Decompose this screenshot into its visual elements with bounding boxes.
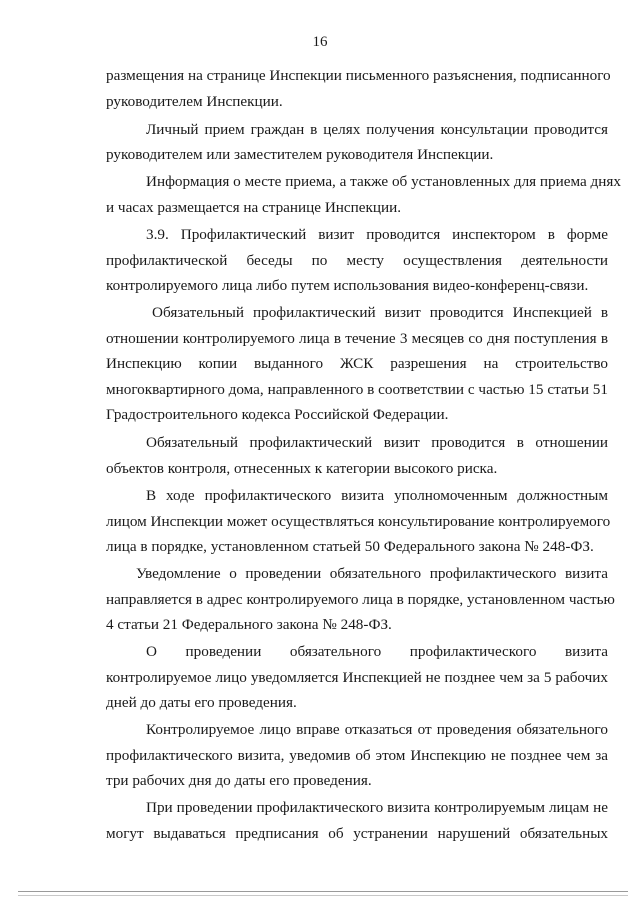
text-line: Информация о месте приема, а также об установленных для приема днях	[146, 173, 621, 190]
text-line: профилактического визита, уведомив об этом Инспекцию не позднее чем за	[106, 747, 608, 764]
text-line: лица в порядке, установленном статьей 50 Федерального закона № 248-ФЗ.	[106, 538, 594, 555]
text-line: 4 статьи 21 Федерального закона № 248-ФЗ.	[106, 616, 392, 633]
text-line: Обязательный профилактический визит проводится Инспекцией в	[152, 304, 608, 321]
text-line: многоквартирного дома, направленного в соответствии с частью 15 статьи 51	[106, 381, 608, 398]
text-line: могут выдаваться предписания об устранении нарушений обязательных	[106, 825, 608, 842]
text-line: и часах размещается на странице Инспекции.	[106, 199, 402, 216]
text-line: направляется в адрес контролируемого лица в порядке, установленном частью	[106, 591, 615, 608]
text-line: руководителем Инспекции.	[106, 93, 283, 110]
text-line: В ходе профилактического визита уполномоченным должностным	[146, 487, 608, 504]
page-number: 16	[312, 34, 328, 50]
text-line: контролируемого лица либо путем использования видео-конференц-связи.	[106, 277, 589, 294]
text-line: руководителем или заместителем руководителя Инспекции.	[106, 146, 494, 163]
text-line: отношении контролируемого лица в течение 3 месяцев со дня поступления в	[106, 330, 608, 347]
text-line: Контролируемое лицо вправе отказаться от проведения обязательного	[146, 721, 608, 738]
scan-edge-line	[18, 891, 628, 892]
text-line: размещения на странице Инспекции письменного разъяснения, подписанного	[106, 67, 611, 84]
text-line: О проведении обязательного профилактического визита	[146, 643, 608, 660]
text-line: Уведомление о проведении обязательного профилактического визита	[136, 565, 608, 582]
text-line: Инспекцию копии выданного ЖСК разрешения на строительство	[106, 355, 608, 372]
text-line: объектов контроля, отнесенных к категории высокого риска.	[106, 460, 498, 477]
text-line: профилактической беседы по месту осуществления деятельности	[106, 252, 608, 269]
text-line: три рабочих дня до даты его проведения.	[106, 772, 372, 789]
text-line: контролируемое лицо уведомляется Инспекцией не позднее чем за 5 рабочих	[106, 669, 608, 686]
text-line: Обязательный профилактический визит проводится в отношении	[146, 434, 608, 451]
text-line: Личный прием граждан в целях получения консультации проводится	[146, 121, 608, 138]
text-line: 3.9. Профилактический визит проводится инспектором в форме	[146, 226, 608, 243]
text-line: При проведении профилактического визита контролируемым лицам не	[146, 799, 608, 816]
scan-edge-line	[18, 895, 628, 896]
text-line: лицом Инспекции может осуществляться консультирование контролируемого	[106, 513, 611, 530]
text-line: Градостроительного кодекса Российской Федерации.	[106, 406, 449, 423]
text-line: дней до даты его проведения.	[106, 694, 297, 711]
